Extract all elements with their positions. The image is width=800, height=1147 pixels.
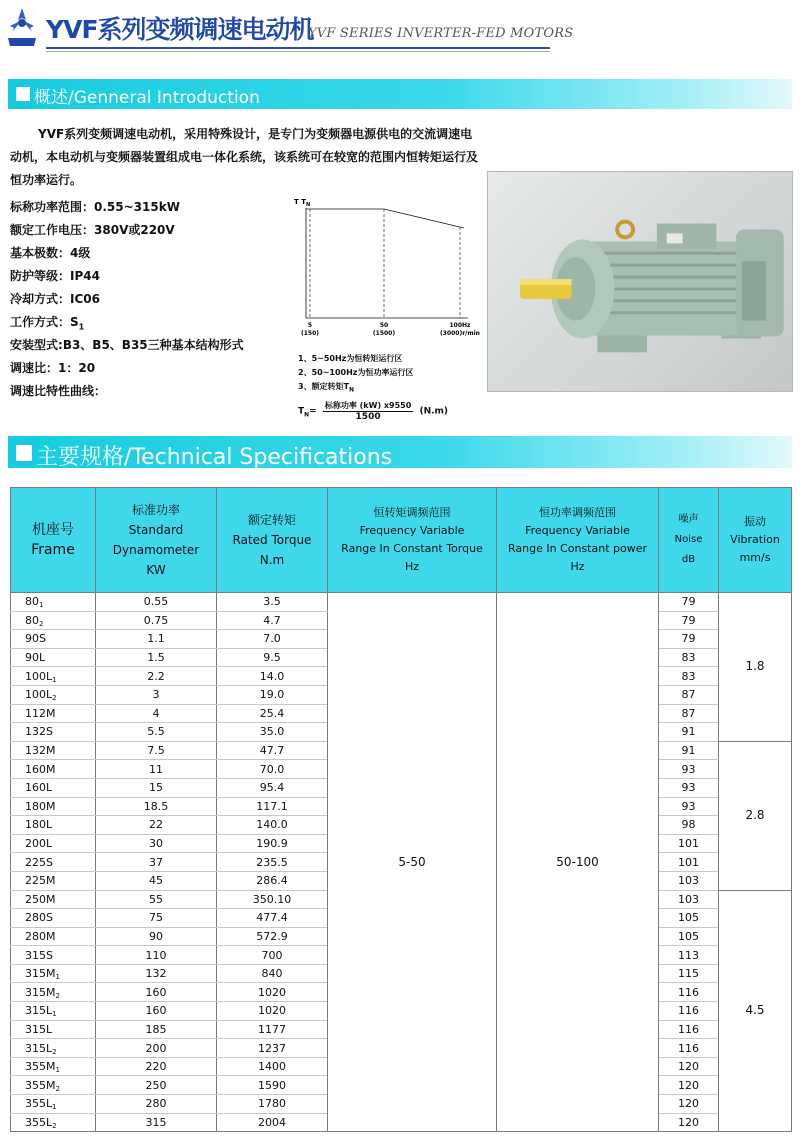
cell-power: 250 [96, 1076, 217, 1095]
cell-noise: 91 [659, 723, 719, 742]
cell-frame [11, 853, 96, 872]
torque-formula [298, 400, 448, 422]
spec-item [10, 334, 310, 357]
cell-power: 110 [96, 946, 217, 965]
spec-label: 标称功率范围： [10, 200, 95, 214]
formula-denominator: 1500 [355, 412, 381, 422]
header-line: 标准功率 [131, 503, 180, 517]
frame-sub: 2 [52, 1047, 57, 1056]
cell-frame [11, 630, 96, 649]
chart-tick-sublabel: (1500) [372, 330, 396, 337]
chart-note-text: 3、额定转矩T [298, 382, 350, 391]
cell-noise: 83 [659, 667, 719, 686]
frame-text: 355L [25, 1097, 53, 1111]
cell-frame [11, 964, 96, 983]
cell-noise: 101 [659, 853, 719, 872]
formula-lhs-sub: N [304, 411, 310, 419]
header-line: 机座号 [32, 522, 74, 538]
spec-item [10, 196, 310, 219]
frame-text: 315L [25, 1041, 53, 1055]
spec-value: 0.55~315kW [94, 200, 180, 214]
cell-power: 132 [96, 964, 217, 983]
cell-power: 280 [96, 1095, 217, 1114]
cell-power: 2.2 [96, 667, 217, 686]
frame-text: 225S [25, 855, 53, 869]
chart-note-text: 2、50~100Hz为恒功率运行区 [298, 368, 414, 377]
cell-torque: 2004 [217, 1113, 328, 1132]
cell-frame [11, 611, 96, 630]
header-frame [11, 488, 96, 593]
frame-text: 112M [25, 706, 56, 720]
cell-noise: 116 [659, 1020, 719, 1039]
spec-label: 调速比： [10, 361, 59, 375]
frame-text: 100L [25, 688, 53, 702]
header-rule [46, 47, 550, 49]
cell-noise: 87 [659, 685, 719, 704]
header-line: Frame [31, 542, 75, 558]
chart-tick-label: 5 [307, 322, 313, 329]
cell-noise: 98 [659, 816, 719, 835]
cell-power: 15 [96, 778, 217, 797]
frame-text: 355M [25, 1060, 56, 1074]
frame-sub: 2 [52, 1121, 57, 1130]
chart-y-label: T $T_N$ [294, 198, 311, 208]
cell-frame [11, 778, 96, 797]
cell-torque: 7.0 [217, 630, 328, 649]
cell-noise: 116 [659, 983, 719, 1002]
cell-frame [11, 1039, 96, 1058]
cell-frame [11, 723, 96, 742]
cell-noise: 79 [659, 611, 719, 630]
cell-noise: 120 [659, 1113, 719, 1132]
header-constant-torque-range [328, 488, 497, 593]
cell-frame [11, 1113, 96, 1132]
cell-frame [11, 1095, 96, 1114]
cell-frame [11, 816, 96, 835]
spec-label: 安装型式: [10, 338, 63, 352]
header-torque [217, 488, 328, 593]
cell-vibration: 4.5 [719, 890, 792, 1132]
chart-note [298, 352, 413, 366]
specs-section-title: 主要规格/Technical Specifications [36, 445, 393, 470]
header-line: Range In Constant power [507, 542, 648, 555]
spec-value: B3、B5、B35三种基本结构形式 [62, 338, 244, 352]
header-line: 恒转矩调频范围 [373, 506, 451, 519]
chart-note [298, 366, 413, 380]
cell-torque: 477.4 [217, 909, 328, 928]
header-line: 振动 [744, 515, 766, 528]
frame-sub: 1 [52, 1103, 57, 1112]
cell-frame [11, 1002, 96, 1021]
intro-paragraph [10, 123, 480, 192]
header-line: Hz [404, 560, 420, 573]
cell-power: 75 [96, 909, 217, 928]
frame-text: 315M [25, 967, 56, 981]
cell-torque: 286.4 [217, 871, 328, 890]
chart-notes [298, 352, 413, 398]
cell-noise: 103 [659, 890, 719, 909]
page-title: YVF系列变频调速电动机 [46, 15, 314, 44]
frame-text: 315S [25, 948, 53, 962]
header-line: N.m [259, 553, 285, 567]
cell-torque: 3.5 [217, 593, 328, 612]
cell-torque: 1237 [217, 1039, 328, 1058]
chart-tick-sublabel: (150) [300, 330, 320, 337]
cell-torque: 1780 [217, 1095, 328, 1114]
chart-tick-label: 50 [379, 322, 389, 329]
cell-power: 1.1 [96, 630, 217, 649]
chart-y-label-sub: N [306, 202, 311, 208]
chart-note [298, 380, 413, 398]
header-constant-power-range [497, 488, 659, 593]
frame-sub: 1 [55, 973, 60, 982]
cell-frame [11, 760, 96, 779]
cell-frame [11, 648, 96, 667]
intro-paragraph-text: YVF系列变频调速电动机，采用特殊设计，是专门为变频器电源供电的交流调速电动机，本电动机与变频器装置组成电一体化系统，该系统可在较宽的范围内恒转矩运行及恒功率运行。 [10, 127, 479, 187]
intro-section-title: 概述/Genneral Introduction [34, 88, 260, 108]
cell-torque: 840 [217, 964, 328, 983]
spec-label: 冷却方式： [10, 292, 71, 306]
motor-photo [487, 171, 793, 392]
cell-noise: 105 [659, 927, 719, 946]
header-line: Standard [128, 523, 184, 537]
formula-fraction [323, 400, 413, 422]
cell-frame [11, 704, 96, 723]
cell-power: 30 [96, 834, 217, 853]
cell-noise: 91 [659, 741, 719, 760]
header-line: Range In Constant Torque [341, 542, 483, 555]
intro-section-bar [8, 79, 792, 109]
cell-torque: 95.4 [217, 778, 328, 797]
cell-torque: 700 [217, 946, 328, 965]
cell-torque: 9.5 [217, 648, 328, 667]
spec-label: 额定工作电压： [10, 223, 95, 237]
frame-text: 80 [25, 595, 39, 609]
header-rule-thin [46, 51, 550, 52]
cell-frame [11, 927, 96, 946]
cell-torque: 140.0 [217, 816, 328, 835]
cell-torque: 350.10 [217, 890, 328, 909]
frame-text: 180M [25, 799, 56, 813]
frame-text: 355L [25, 1115, 53, 1129]
header-line: Frequency Variable [359, 524, 465, 537]
chart-note-text: 1、5~50Hz为恒转矩运行区 [298, 354, 403, 363]
frame-text: 280M [25, 929, 56, 943]
cell-frame [11, 685, 96, 704]
spec-value: 4级 [70, 246, 91, 260]
header-line: Noise [674, 534, 703, 545]
frame-text: 180L [25, 818, 53, 832]
cell-noise: 120 [659, 1057, 719, 1076]
frame-text: 132M [25, 744, 56, 758]
cell-torque: 572.9 [217, 927, 328, 946]
cell-noise: 116 [659, 1039, 719, 1058]
cell-frame [11, 741, 96, 760]
header-line: Vibration [730, 533, 780, 546]
cell-frame [11, 890, 96, 909]
header-line: Hz [570, 560, 585, 573]
page-subtitle: YVF SERIES INVERTER-FED MOTORS [308, 26, 574, 41]
frame-text: 80 [25, 613, 39, 627]
cell-power: 5.5 [96, 723, 217, 742]
spec-value: IC06 [70, 292, 100, 306]
header-line: 恒功率调频范围 [539, 506, 616, 519]
frame-text: 90S [25, 632, 46, 646]
cell-torque: 14.0 [217, 667, 328, 686]
header-vibration [719, 488, 792, 593]
header-line: 噪声 [678, 514, 699, 525]
cell-torque: 190.9 [217, 834, 328, 853]
chart-tick-label: 100Hz [449, 322, 471, 329]
cell-torque: 1020 [217, 983, 328, 1002]
chart-constant-power-line [384, 209, 464, 228]
cell-vibration: 1.8 [719, 593, 792, 742]
cell-frame [11, 834, 96, 853]
frame-text: 250M [25, 892, 56, 906]
frame-text: 315M [25, 985, 56, 999]
cell-frame [11, 1057, 96, 1076]
formula-equals: = [309, 406, 317, 417]
spec-label: 调速比特性曲线： [10, 384, 107, 398]
cell-power: 185 [96, 1020, 217, 1039]
frame-text: 355M [25, 1078, 56, 1092]
frame-sub: 2 [52, 694, 57, 703]
cell-noise: 87 [659, 704, 719, 723]
frame-text: 90L [25, 651, 46, 665]
spec-label: 防护等级： [10, 269, 71, 283]
frame-text: 225M [25, 874, 56, 888]
cell-power: 11 [96, 760, 217, 779]
spec-label: 工作方式： [10, 315, 71, 329]
cell-torque: 25.4 [217, 704, 328, 723]
frame-text: 280S [25, 911, 53, 925]
chart-note-sub: N [349, 386, 355, 394]
formula-unit: (N.m) [419, 406, 449, 417]
cell-noise: 93 [659, 797, 719, 816]
cell-torque: 4.7 [217, 611, 328, 630]
specs-section-bar [8, 436, 792, 468]
cell-constant-power-range: 50-100 [497, 593, 659, 1132]
frame-text: 315L [25, 1004, 53, 1018]
cell-frame [11, 667, 96, 686]
cell-torque: 47.7 [217, 741, 328, 760]
formula-lhs: T [298, 406, 305, 417]
cell-frame [11, 909, 96, 928]
spec-item [10, 219, 310, 242]
cell-frame [11, 1020, 96, 1039]
section-square-icon [16, 445, 32, 461]
cell-power: 18.5 [96, 797, 217, 816]
header-line: mm/s [739, 551, 771, 564]
spec-item [10, 380, 310, 403]
cell-vibration: 2.8 [719, 741, 792, 890]
cell-torque: 235.5 [217, 853, 328, 872]
header-line: Frequency Variable [525, 524, 630, 537]
formula-numerator: 标称功率 (kW) x9550 [324, 401, 412, 410]
cell-power: 0.55 [96, 593, 217, 612]
torque-characteristic-chart [292, 196, 512, 346]
cell-power: 45 [96, 871, 217, 890]
frame-sub: 1 [52, 675, 57, 684]
spec-value: 380V或220V [94, 223, 175, 237]
header-line: KW [146, 563, 166, 577]
cell-noise: 93 [659, 760, 719, 779]
cell-noise: 116 [659, 1002, 719, 1021]
spec-item [10, 265, 310, 288]
cell-torque: 1590 [217, 1076, 328, 1095]
fan-logo-icon [6, 4, 38, 48]
spec-item [10, 242, 310, 265]
cell-noise: 120 [659, 1076, 719, 1095]
cell-power: 37 [96, 853, 217, 872]
cell-torque: 70.0 [217, 760, 328, 779]
cell-power: 3 [96, 685, 217, 704]
cell-power: 22 [96, 816, 217, 835]
spec-value: S [70, 315, 79, 329]
cell-noise: 79 [659, 630, 719, 649]
frame-sub: 2 [55, 1084, 60, 1093]
cell-power: 200 [96, 1039, 217, 1058]
table-row [11, 593, 792, 612]
cell-noise: 93 [659, 778, 719, 797]
cell-power: 220 [96, 1057, 217, 1076]
spec-label: 基本极数： [10, 246, 71, 260]
spec-value-sub: 1 [78, 322, 85, 332]
frame-sub: 2 [39, 619, 44, 628]
frame-sub: 2 [55, 991, 60, 1000]
chart-tick-sublabel: (3000)r/min [440, 330, 480, 337]
cell-power: 4 [96, 704, 217, 723]
header-line: Dynamometer [112, 543, 200, 557]
cell-noise: 113 [659, 946, 719, 965]
spec-item [10, 288, 310, 311]
frame-text: 200L [25, 837, 53, 851]
spec-item [10, 357, 310, 380]
frame-sub: 1 [39, 601, 44, 610]
header-line: 额定转矩 [247, 513, 296, 527]
cell-frame [11, 983, 96, 1002]
frame-text: 132S [25, 725, 53, 739]
spec-value: IP44 [70, 269, 100, 283]
frame-text: 100L [25, 669, 53, 683]
frame-text: 160M [25, 762, 56, 776]
cell-torque: 117.1 [217, 797, 328, 816]
cell-frame [11, 871, 96, 890]
cell-noise: 105 [659, 909, 719, 928]
cell-power: 315 [96, 1113, 217, 1132]
cell-power: 90 [96, 927, 217, 946]
spec-list [10, 196, 313, 403]
frame-text: 160L [25, 781, 53, 795]
cell-power: 7.5 [96, 741, 217, 760]
cell-frame [11, 1076, 96, 1095]
cell-torque: 35.0 [217, 723, 328, 742]
cell-noise: 120 [659, 1095, 719, 1114]
header-power [96, 488, 217, 593]
cell-power: 55 [96, 890, 217, 909]
spec-table [10, 487, 792, 1132]
cell-torque: 1020 [217, 1002, 328, 1021]
cell-constant-torque-range: 5-50 [328, 593, 497, 1132]
spec-value: 1：20 [58, 361, 96, 375]
header-noise [659, 488, 719, 593]
frame-text: 315L [25, 1022, 53, 1036]
cell-frame [11, 797, 96, 816]
cell-torque: 1400 [217, 1057, 328, 1076]
table-header-row [11, 488, 792, 593]
motor-image-icon [488, 172, 792, 391]
cell-noise: 103 [659, 871, 719, 890]
cell-frame [11, 946, 96, 965]
spec-item [10, 311, 313, 334]
cell-power: 160 [96, 1002, 217, 1021]
cell-frame [11, 593, 96, 612]
cell-torque: 1177 [217, 1020, 328, 1039]
cell-noise: 115 [659, 964, 719, 983]
cell-noise: 101 [659, 834, 719, 853]
cell-noise: 83 [659, 648, 719, 667]
cell-noise: 79 [659, 593, 719, 612]
header-line: dB [681, 554, 696, 565]
cell-power: 160 [96, 983, 217, 1002]
frame-sub: 1 [55, 1066, 60, 1075]
frame-sub: 1 [52, 1010, 57, 1019]
header-line: Rated Torque [232, 533, 312, 547]
cell-torque: 19.0 [217, 685, 328, 704]
cell-power: 0.75 [96, 611, 217, 630]
section-square-icon [16, 87, 30, 101]
cell-power: 1.5 [96, 648, 217, 667]
